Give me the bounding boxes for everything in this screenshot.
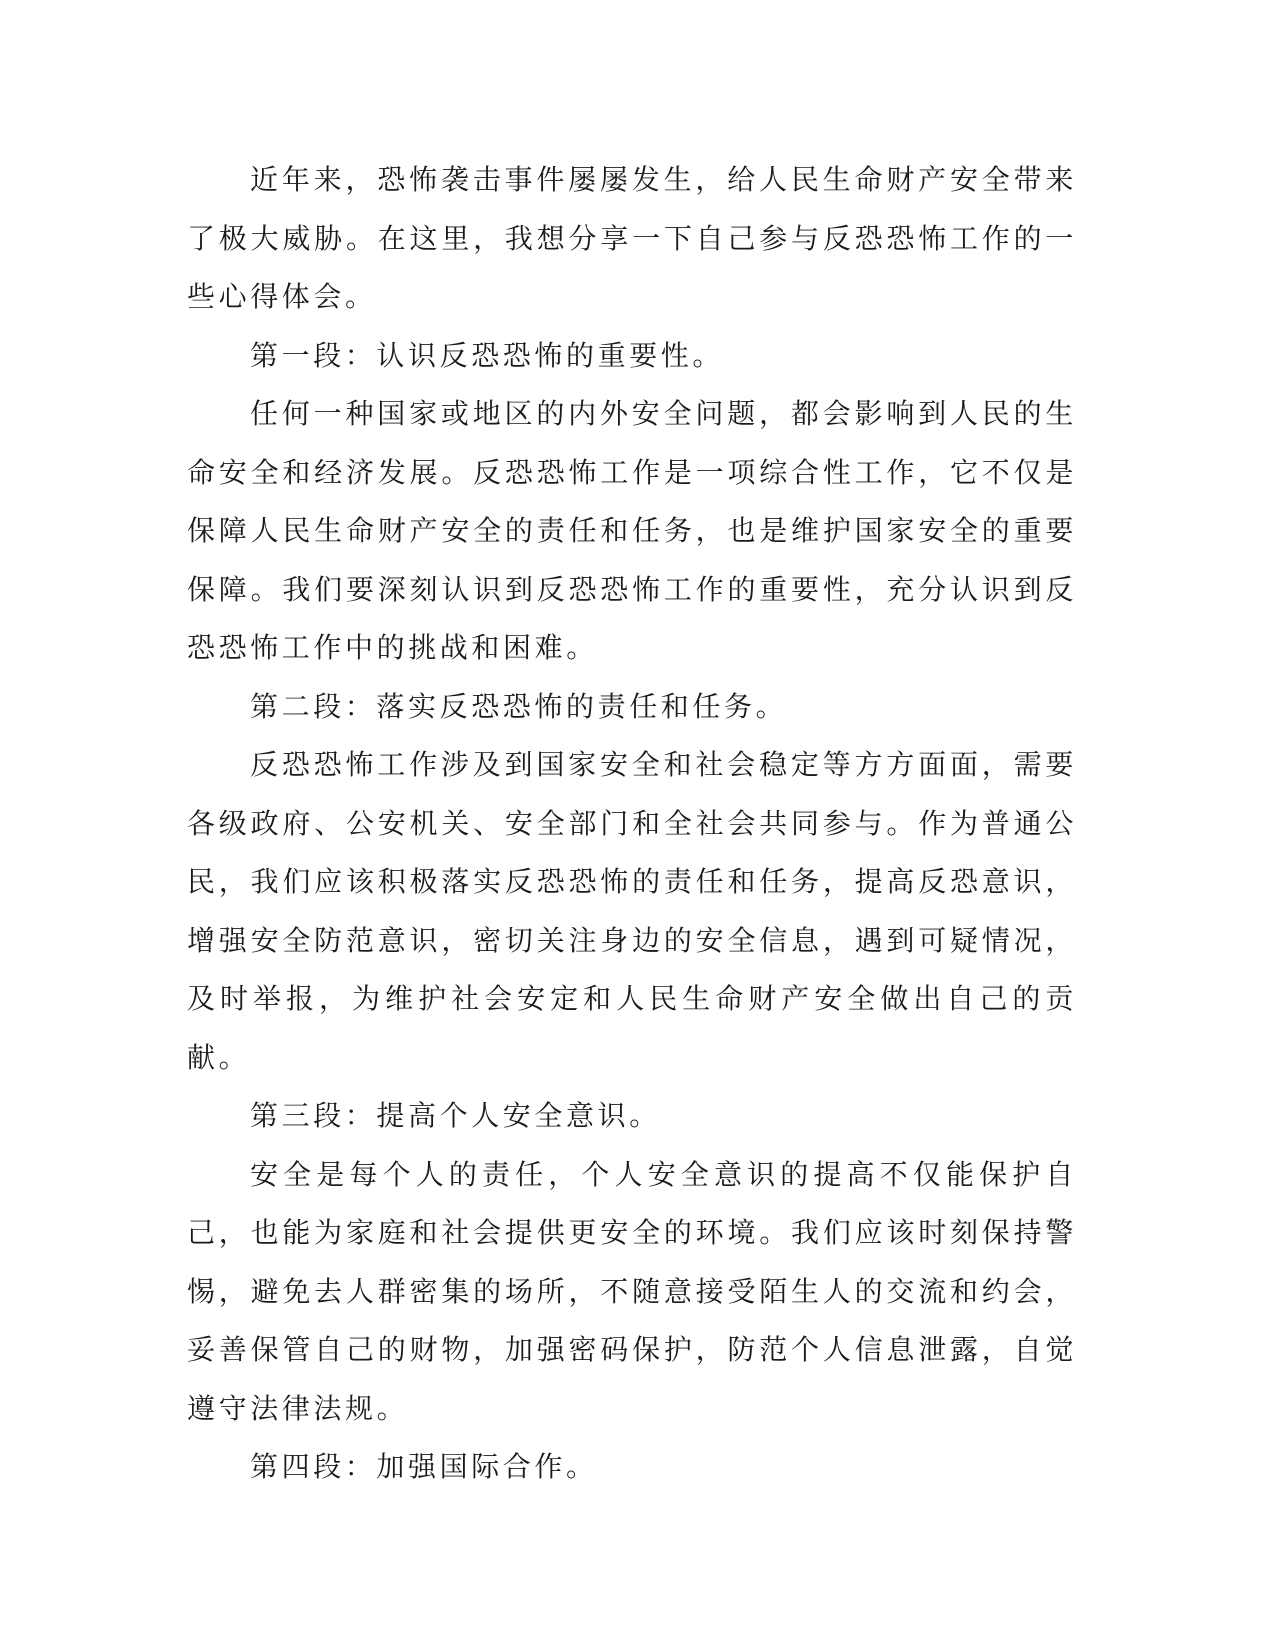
section-2-paragraph: 反恐恐怖工作涉及到国家安全和社会稳定等方方面面，需要各级政府、公安机关、安全部门和全社会共同参与。作为普通公民，我们应该积极落实反恐恐怖的责任和任务，提高反恐意识，增强安全防范意识，密切关注身边的安全信息，遇到可疑情况，及时举报，为维护社会安定和人民生命财产安全做出自己的贡献。	[187, 748, 1077, 1074]
section-1-paragraph: 任何一种国家或地区的内外安全问题，都会影响到人民的生命安全和经济发展。反恐恐怖工作是一项综合性工作，它不仅是保障人民生命财产安全的责任和任务，也是维护国家安全的重要保障。我们要深刻认识到反恐恐怖工作的重要性，充分认识到反恐恐怖工作中的挑战和困难。	[187, 397, 1077, 664]
section-4-heading: 第四段：加强国际合作。	[250, 1450, 598, 1483]
section-3-paragraph: 安全是每个人的责任，个人安全意识的提高不仅能保护自己，也能为家庭和社会提供更安全的环境。我们应该时刻保持警惕，避免去人群密集的场所，不随意接受陌生人的交流和约会，妥善保管自己的财物，加强密码保护，防范个人信息泄露，自觉遵守法律法规。	[187, 1157, 1077, 1425]
intro-paragraph: 近年来，恐怖袭击事件屡屡发生，给人民生命财产安全带来了极大威胁。在这里，我想分享一下自己参与反恐恐怖工作的一些心得体会。	[187, 163, 1077, 313]
document-body	[187, 151, 1077, 1497]
section-3-heading: 第三段：提高个人安全意识。	[250, 1099, 661, 1132]
section-1-heading: 第一段：认识反恐恐怖的重要性。	[250, 338, 725, 372]
section-2-heading: 第二段：落实反恐恐怖的责任和任务。	[250, 689, 788, 723]
